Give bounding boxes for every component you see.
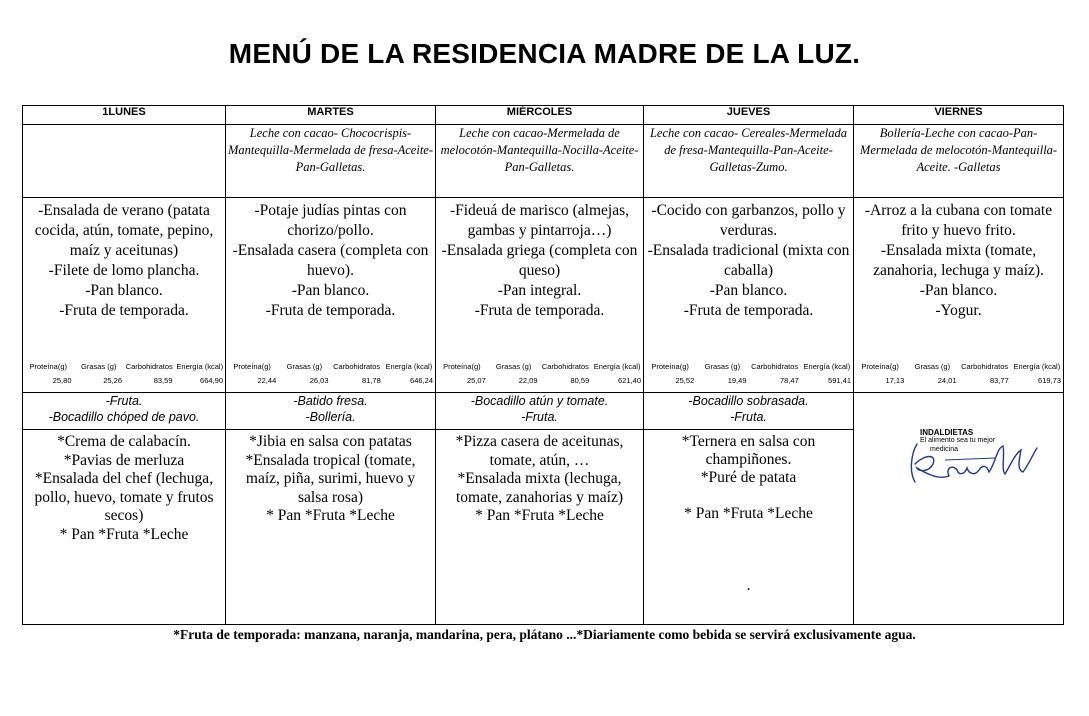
day-header-monday: 1LUNES: [23, 106, 226, 125]
lunch-cell: [644, 197, 854, 392]
nutrition-fat: 25,26: [103, 375, 122, 385]
lunch-dishes: -Ensalada de verano (patata cocida, atún, tomate, pepino, maíz y aceitunas) -Filete de lomo plancha. -Pan blanco. -Fruta de temporada.: [34, 201, 214, 319]
nutrition-label-carbs: Carbohidratos: [961, 361, 1009, 371]
nutrition-protein: 25,80: [52, 375, 72, 385]
nutrition-label-energy: Energía (kcal): [593, 361, 641, 371]
nutrition-info: [436, 362, 643, 386]
lunch-dishes: -Arroz a la cubana con tomate frito y huevo frito. -Ensalada mixta (tomate, zanahoria, lechuga y maíz). -Pan blanco. -Yogur.: [864, 201, 1053, 319]
breakfast-wednesday: Leche con cacao-Mermelada de melocotón-Mantequilla-Nocilla-Aceite-Pan-Galletas.: [436, 125, 644, 197]
page-title: MENÚ DE LA RESIDENCIA MADRE DE LA LUZ.: [228, 38, 861, 69]
nutrition-carbs: 80,59: [570, 375, 590, 385]
footer-note: *Fruta de temporada: manzana, naranja, mandarina, pera, plátano ...*Diariamente como bebida se servirá exclusivamente agua.: [173, 627, 916, 642]
nutrition-carbs: 78,47: [779, 375, 799, 385]
nutrition-energy: 646,24: [410, 375, 433, 385]
day-header-row: [23, 106, 1064, 125]
nutrition-fat: 26,03: [309, 375, 329, 385]
nutrition-label-fat: Grasas (g): [81, 361, 117, 371]
dinner-tuesday: [226, 430, 436, 625]
breakfast-monday: [23, 125, 226, 197]
breakfast-row: [23, 125, 1064, 197]
lunch-cell: [854, 197, 1064, 392]
nutrition-energy: 621,40: [618, 375, 641, 385]
lunch-cell: [436, 197, 644, 392]
lunch-dishes: -Cocido con garbanzos, pollo y verduras. -Ensalada tradicional (mixta con caballa) -Pan blanco. -Fruta de temporada.: [647, 201, 850, 319]
lunch-cell: [23, 197, 226, 392]
nutrition-label-protein: Proteína(g): [233, 361, 271, 371]
dinner-thursday: [644, 430, 854, 625]
dinner-dishes: *Ternera en salsa con champiñones. *Puré de patata * Pan *Fruta *Leche .: [681, 433, 816, 595]
snack-tuesday: -Batido fresa. -Bollería.: [226, 392, 436, 430]
nutrition-info: [23, 362, 225, 386]
day-header-wednesday: MIÉRCOLES: [436, 106, 644, 125]
nutrition-protein: 22,44: [257, 375, 277, 385]
nutrition-carbs: 81,78: [361, 375, 381, 385]
nutrition-label-protein: Proteína(g): [651, 361, 689, 371]
nutrition-energy: 664,90: [200, 375, 223, 385]
nutrition-label-protein: Proteína(g): [29, 361, 68, 371]
nutrition-label-protein: Proteína(g): [861, 361, 899, 371]
nutrition-carbs: 83,77: [989, 375, 1009, 385]
nutrition-protein: 25,52: [675, 375, 695, 385]
breakfast-tuesday: Leche con cacao- Chococrispis-Mantequilla-Mermelada de fresa-Aceite-Pan-Galletas.: [226, 125, 436, 197]
lunch-dishes: -Potaje judías pintas con chorizo/pollo. -Ensalada casera (completa con huevo). -Pan blanco. -Fruta de temporada.: [232, 201, 429, 319]
nutrition-info: [644, 362, 853, 386]
lunch-row: [23, 197, 1064, 392]
nutrition-label-fat: Grasas (g): [286, 361, 323, 371]
signature-tagline-1: El alimento sea tu mejor: [920, 437, 996, 444]
nutrition-info: [226, 362, 435, 386]
dinner-dishes: *Crema de calabacín. *Pavias de merluza *Ensalada del chef (lechuga, pollo, huevo, tomate y frutos secos) * Pan *Fruta *Leche: [34, 433, 214, 543]
nutrition-label-carbs: Carbohidratos: [333, 361, 381, 371]
nutrition-label-fat: Grasas (g): [914, 361, 951, 371]
snack-wednesday: -Bocadillo atún y tomate. -Fruta.: [436, 392, 644, 430]
nutrition-energy: 619,73: [1038, 375, 1061, 385]
nutrition-label-energy: Energía (kcal): [1013, 361, 1061, 371]
nutrition-label-energy: Energía (kcal): [803, 361, 851, 371]
nutrition-label-fat: Grasas (g): [495, 361, 532, 371]
nutrition-label-energy: Energía (kcal): [176, 361, 224, 371]
signature-tagline-2: medicina: [930, 446, 959, 453]
nutrition-fat: 19,49: [727, 375, 747, 385]
nutrition-label-protein: Proteína(g): [443, 361, 481, 371]
nutrition-label-fat: Grasas (g): [704, 361, 741, 371]
breakfast-thursday: Leche con cacao- Cereales-Mermelada de fresa-Mantequilla-Pan-Aceite-Galletas-Zumo.: [644, 125, 854, 197]
nutrition-label-carbs: Carbohidratos: [125, 361, 173, 371]
nutrition-label-carbs: Carbohidratos: [541, 361, 589, 371]
lunch-cell: [226, 197, 436, 392]
nutrition-protein: 25,07: [466, 375, 486, 385]
day-header-friday: VIERNES: [854, 106, 1064, 125]
nutrition-carbs: 83,59: [153, 375, 173, 385]
day-header-tuesday: MARTES: [226, 106, 436, 125]
handwritten-signature: [905, 424, 1045, 490]
signature-brand: INDALDIETAS: [920, 428, 974, 437]
nutrition-protein: 17,13: [885, 375, 905, 385]
day-header-thursday: JUEVES: [644, 106, 854, 125]
snack-thursday: -Bocadillo sobrasada. -Fruta.: [644, 392, 854, 430]
dinner-monday: [23, 430, 226, 625]
nutrition-label-energy: Energía (kcal): [385, 361, 433, 371]
nutrition-info: [854, 362, 1063, 386]
breakfast-friday: Bollería-Leche con cacao-Pan-Mermelada de melocotón-Mantequilla-Aceite. -Galletas: [854, 125, 1064, 197]
lunch-dishes: -Fideuá de marisco (almejas, gambas y pintarroja…) -Ensalada griega (completa con queso) -Pan integral. -Fruta de temporada.: [441, 201, 638, 319]
weekly-menu-table: [22, 105, 1064, 625]
snack-monday: -Fruta. -Bocadillo chóped de pavo.: [23, 392, 226, 430]
nutrition-label-carbs: Carbohidratos: [751, 361, 799, 371]
nutrition-energy: 591,41: [828, 375, 851, 385]
dinner-dishes: *Pizza casera de aceitunas, tomate, atún, … *Ensalada mixta (lechuga, tomate, zanahorias y maíz) * Pan *Fruta *Leche: [455, 433, 624, 525]
dinner-dishes: *Jibia en salsa con patatas *Ensalada tropical (tomate, maíz, piña, surimi, huevo y salsa rosa) * Pan *Fruta *Leche: [245, 433, 416, 525]
nutrition-fat: 24,01: [937, 375, 957, 385]
dinner-wednesday: [436, 430, 644, 625]
nutrition-fat: 22,09: [518, 375, 538, 385]
